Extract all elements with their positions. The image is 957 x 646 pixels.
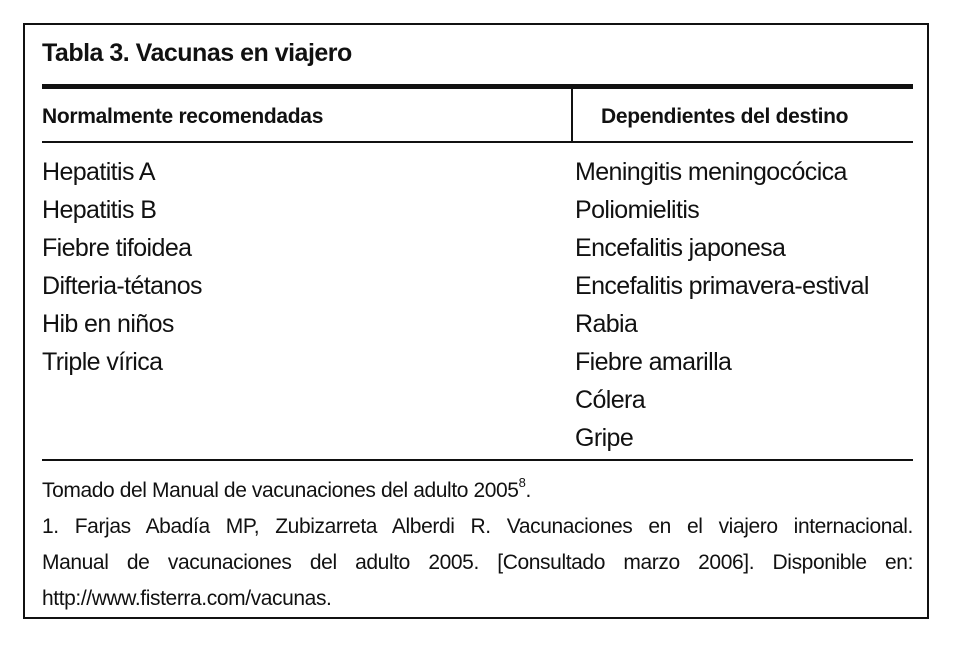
reference-line-1: 1. Farjas Abadía MP, Zubizarreta Alberdi R. Vacunaciones en el viajero internacional.	[42, 515, 913, 538]
footer-rule	[42, 459, 913, 461]
list-item: Rabia	[575, 310, 638, 338]
header-column-divider	[571, 89, 573, 143]
list-item: Triple vírica	[42, 348, 163, 376]
list-item: Encefalitis primavera-estival	[575, 272, 869, 300]
reference-url: http://www.fisterra.com/vacunas.	[42, 587, 332, 610]
table-footnotes	[42, 473, 913, 617]
list-item: Hepatitis A	[42, 158, 155, 186]
source-text-end: .	[525, 479, 531, 502]
list-item: Encefalitis japonesa	[575, 234, 786, 262]
list-item: Gripe	[575, 424, 634, 452]
recommended-vaccine-list	[42, 153, 202, 381]
list-item: Fiebre tifoidea	[42, 234, 192, 262]
title-rule	[42, 84, 913, 89]
header-rule	[42, 141, 913, 143]
column-header-recommended: Normalmente recomendadas	[42, 105, 324, 128]
list-item: Hib en niños	[42, 310, 174, 338]
destination-vaccine-list	[575, 153, 869, 457]
source-text: Tomado del Manual de vacunaciones del adulto 2005	[42, 479, 519, 502]
source-reference-number: 8	[518, 475, 526, 490]
list-item: Cólera	[575, 386, 646, 414]
column-header-destination: Dependientes del destino	[601, 105, 849, 128]
table-title: Tabla 3. Vacunas en viajero	[42, 39, 352, 67]
list-item: Meningitis meningocócica	[575, 158, 847, 186]
reference-line-2: Manual de vacunaciones del adulto 2005. [Consultado marzo 2006]. Disponible en:	[42, 551, 913, 574]
list-item: Difteria-tétanos	[42, 272, 202, 300]
list-item: Fiebre amarilla	[575, 348, 732, 376]
list-item: Poliomielitis	[575, 196, 700, 224]
table-frame	[23, 23, 929, 619]
source-note	[42, 473, 913, 509]
list-item: Hepatitis B	[42, 196, 157, 224]
